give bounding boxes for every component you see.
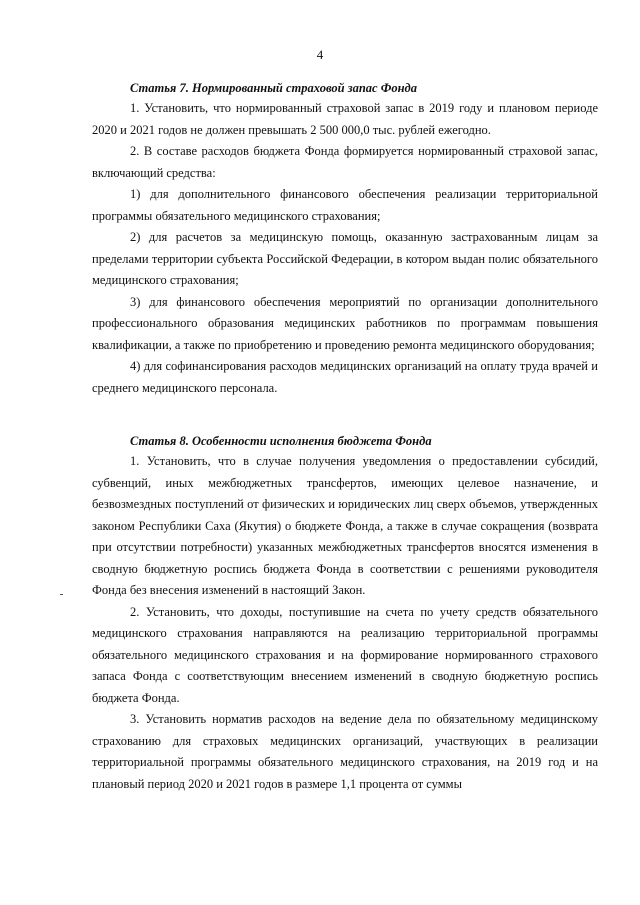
article-8-paragraph-3: 3. Установить норматив расходов на ведение дела по обязательному медицинскому страхованию для страховых медицинских организаций, участвующих в реализации территориальной программы обязательного медицинского страхования, на 2019 год и на плановый период 2020 и 2021 годов в размере 1,1 процента от суммы	[92, 712, 598, 791]
article-7-paragraph-2: 2. В составе расходов бюджета Фонда формируется нормированный страховой запас, включающий средства:	[92, 144, 598, 180]
article-8-heading: Статья 8. Особенности исполнения бюджета Фонда	[130, 434, 432, 448]
article-7-item-3: 3) для финансового обеспечения мероприятий по организации дополнительного профессионального образования медицинских работников по программам повышения квалификации, а также по приобретению и проведению ремонта медицинского оборудования;	[92, 294, 598, 352]
article-7-heading: Статья 7. Нормированный страховой запас Фонда	[130, 81, 417, 95]
scan-margin-mark	[60, 594, 63, 595]
article-8-paragraph-1: 1. Установить, что в случае получения уведомления о предоставлении субсидий, субвенций, иных межбюджетных трансфертов, имеющих целевое назначение, и безвозмездных поступлений от физических и юридических лиц сверх объемов, утвержденных законом Республики Саха (Якутия) о бюджете Фонда, а также в случае сокращения (возврата при отсутствии потребности) указанных межбюджетных трансфертов вносятся изменения в сводную бюджетную роспись бюджета Фонда в соответствии с решениями руководителя Фонда без внесения изменений в настоящий Закон.	[92, 454, 598, 597]
article-8-paragraph-2: 2. Установить, что доходы, поступившие на счета по учету средств обязательного медицинского страхования направляются на реализацию территориальной программы обязательного медицинского страхования и на формирование нормированного страхового запаса Фонда с соответствующим внесением изменений в сводную бюджетную роспись бюджета Фонда.	[92, 604, 598, 705]
page-number: 4	[316, 47, 324, 62]
article-7-item-2: 2) для расчетов за медицинскую помощь, оказанную застрахованным лицам за пределами территории субъекта Российской Федерации, в котором выдан полис обязательного медицинского страхования;	[92, 230, 598, 287]
article-8	[92, 431, 598, 795]
article-7	[92, 78, 598, 399]
document-body	[92, 78, 598, 795]
article-7-paragraph-1: 1. Установить, что нормированный страховой запас в 2019 году и плановом периоде 2020 и 2021 годов не должен превышать 2 500 000,0 тыс. рублей ежегодно.	[92, 101, 598, 137]
article-7-item-4: 4) для софинансирования расходов медицинских организаций на оплату труда врачей и среднего медицинского персонала.	[92, 359, 598, 395]
article-7-item-1: 1) для дополнительного финансового обеспечения реализации территориальной программы обязательного медицинского страхования;	[92, 187, 598, 223]
